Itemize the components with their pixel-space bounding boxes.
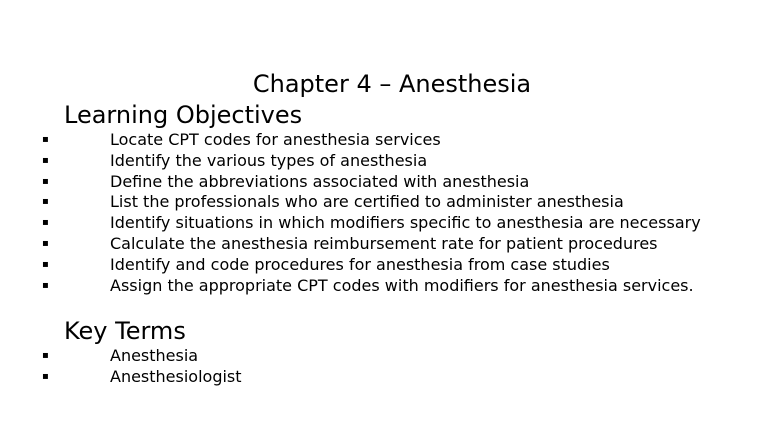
list-item: ▪ Identify and code procedures for anesthesia from case studies: [64, 255, 764, 276]
learning-objectives-list: [64, 130, 764, 296]
key-terms-list: [64, 346, 764, 388]
section-heading-learning-objectives: Learning Objectives: [64, 101, 303, 129]
list-item: ▪ Assign the appropriate CPT codes with modifiers for anesthesia services.: [64, 276, 764, 297]
section-spacer: [64, 296, 764, 316]
list-item: ▪ Define the abbreviations associated with anesthesia: [64, 172, 764, 193]
list-item: ▪ List the professionals who are certified to administer anesthesia: [64, 192, 764, 213]
list-item: ▪ Anesthesiologist: [64, 367, 764, 388]
slide-content: [64, 100, 764, 388]
list-item: ▪ Identify situations in which modifiers specific to anesthesia are necessary: [64, 213, 764, 234]
list-item: ▪ Calculate the anesthesia reimbursement rate for patient procedures: [64, 234, 764, 255]
list-item: ▪ Identify the various types of anesthesia: [64, 151, 764, 172]
slide-title: Chapter 4 – Anesthesia: [252, 70, 532, 98]
section-heading-key-terms: Key Terms: [64, 317, 186, 346]
list-item: ▪ Locate CPT codes for anesthesia services: [64, 130, 764, 151]
list-item: ▪ Anesthesia: [64, 346, 764, 367]
